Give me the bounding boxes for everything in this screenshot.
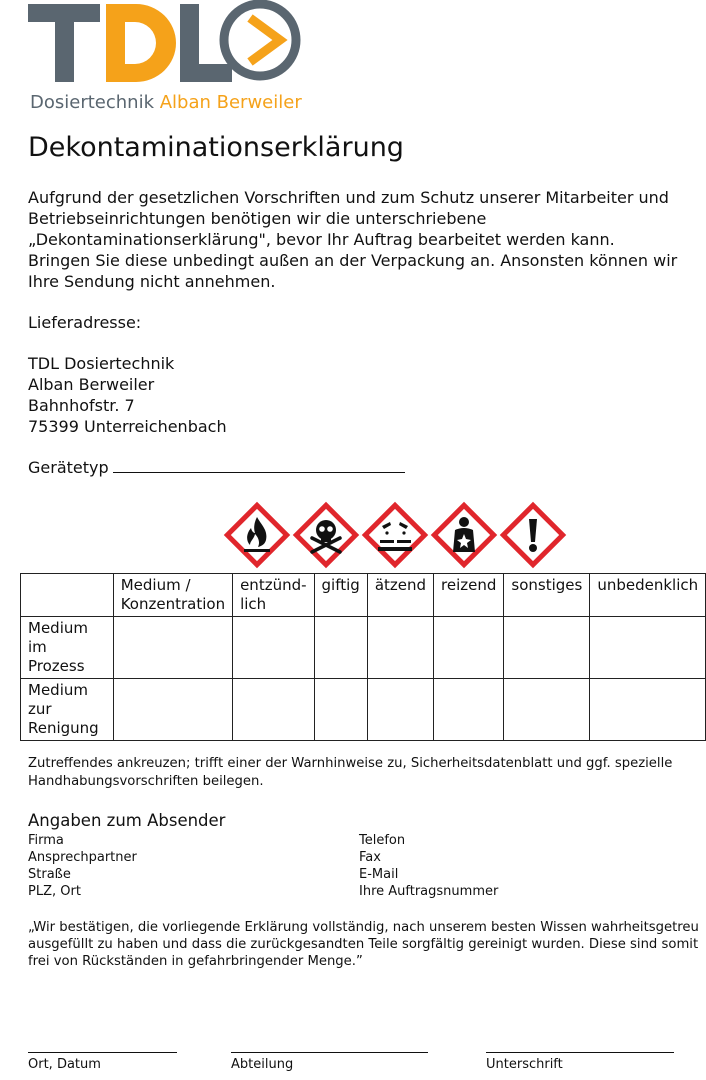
date-signature-line[interactable]: [28, 1052, 177, 1053]
exclamation-icon: [498, 500, 568, 570]
concentration-cell[interactable]: [113, 679, 232, 741]
checkbox-cell-other[interactable]: [504, 679, 590, 741]
table-header-cell: ätzend: [367, 574, 433, 617]
field-fax[interactable]: Fax: [359, 850, 381, 865]
corrosion-icon: [360, 500, 430, 570]
checkbox-cell-irritant[interactable]: [434, 617, 504, 679]
note-line: Zutreffendes ankreuzen; trifft einer der Warnhinweise zu, Sicherheitsdatenblatt und ggf. spezielle: [28, 756, 673, 771]
hazard-pictograms: [222, 500, 572, 572]
note-line: Handhabungsvorschriften beilegen.: [28, 774, 264, 789]
logo-subtitle: [30, 92, 302, 113]
address-line: Alban Berweiler: [28, 375, 155, 394]
confirmation-line: „Wir bestätigen, die vorliegende Erklärung vollständig, nach unserem besten Wissen wahrheitsgetreu: [28, 920, 699, 935]
field-order-number[interactable]: Ihre Auftragsnummer: [359, 884, 499, 899]
table-row: [21, 617, 706, 679]
field-phone[interactable]: Telefon: [359, 833, 406, 848]
table-header-row: [21, 574, 706, 617]
date-label: Ort, Datum: [28, 1057, 101, 1072]
table-header-cell: unbedenklich: [590, 574, 706, 617]
checkbox-cell-corrosive[interactable]: [367, 617, 433, 679]
table-header-cell: Medium / Konzentration: [113, 574, 232, 617]
row-label: Medium zur Renigung: [21, 679, 114, 741]
address-line: 75399 Unterreichenbach: [28, 417, 227, 436]
flame-icon: [222, 500, 292, 570]
checkbox-cell-irritant[interactable]: [434, 679, 504, 741]
checkbox-cell-flammable[interactable]: [233, 617, 314, 679]
signature-label: Unterschrift: [486, 1057, 563, 1072]
health-hazard-icon: [429, 500, 499, 570]
device-type-line[interactable]: [113, 458, 405, 473]
department-signature-line[interactable]: [231, 1052, 428, 1053]
skull-crossbones-icon: [291, 500, 361, 570]
sender-section-title: Angaben zum Absender: [28, 811, 226, 830]
checkbox-cell-corrosive[interactable]: [367, 679, 433, 741]
table-header-cell: sonstiges: [504, 574, 590, 617]
device-type-field[interactable]: [28, 458, 405, 477]
checkbox-cell-harmless[interactable]: [590, 679, 706, 741]
field-company[interactable]: Firma: [28, 833, 64, 848]
address-line: TDL Dosiertechnik: [28, 354, 175, 373]
table-header-cell: reizend: [434, 574, 504, 617]
hazard-table: [20, 573, 706, 741]
checkbox-cell-toxic[interactable]: [314, 617, 367, 679]
confirmation-line: ausgefüllt zu haben und dass die zurückgesandten Teile sorgfältig gereinigt wurden. Diese sind somit: [28, 937, 699, 952]
intro-line: Ihre Sendung nicht annehmen.: [28, 272, 276, 291]
confirmation-line: frei von Rückständen in gefahrbringender Menge.”: [28, 954, 363, 969]
checkbox-cell-toxic[interactable]: [314, 679, 367, 741]
checkbox-cell-other[interactable]: [504, 617, 590, 679]
signature-line[interactable]: [486, 1052, 674, 1053]
address-line: Bahnhofstr. 7: [28, 396, 135, 415]
intro-line: „Dekontaminationserklärung", bevor Ihr Auftrag bearbeitet werden kann.: [28, 230, 615, 249]
row-label: Medium im Prozess: [21, 617, 114, 679]
delivery-label: Lieferadresse:: [28, 313, 142, 332]
table-header-cell: [21, 574, 114, 617]
checkbox-cell-flammable[interactable]: [233, 679, 314, 741]
field-street[interactable]: Straße: [28, 867, 71, 882]
intro-line: Bringen Sie diese unbedingt außen an der Verpackung an. Ansonsten können wir: [28, 251, 678, 270]
checkbox-cell-harmless[interactable]: [590, 617, 706, 679]
field-email[interactable]: E-Mail: [359, 867, 399, 882]
department-label: Abteilung: [231, 1057, 294, 1072]
logo-subtitle-part1: Dosiertechnik: [30, 92, 154, 113]
concentration-cell[interactable]: [113, 617, 232, 679]
device-type-label: Gerätetyp: [28, 458, 109, 477]
field-zip-city[interactable]: PLZ, Ort: [28, 884, 81, 899]
table-row: [21, 679, 706, 741]
intro-line: Betriebseinrichtungen benötigen wir die unterschriebene: [28, 209, 487, 228]
intro-line: Aufgrund der gesetzlichen Vorschriften und zum Schutz unserer Mitarbeiter und: [28, 188, 669, 207]
table-header-cell: entzünd-lich: [233, 574, 314, 617]
table-header-cell: giftig: [314, 574, 367, 617]
logo-subtitle-part2: Alban Berweiler: [159, 92, 302, 113]
field-contact-person[interactable]: Ansprechpartner: [28, 850, 137, 865]
page-title: Dekontaminationserklärung: [28, 132, 404, 163]
